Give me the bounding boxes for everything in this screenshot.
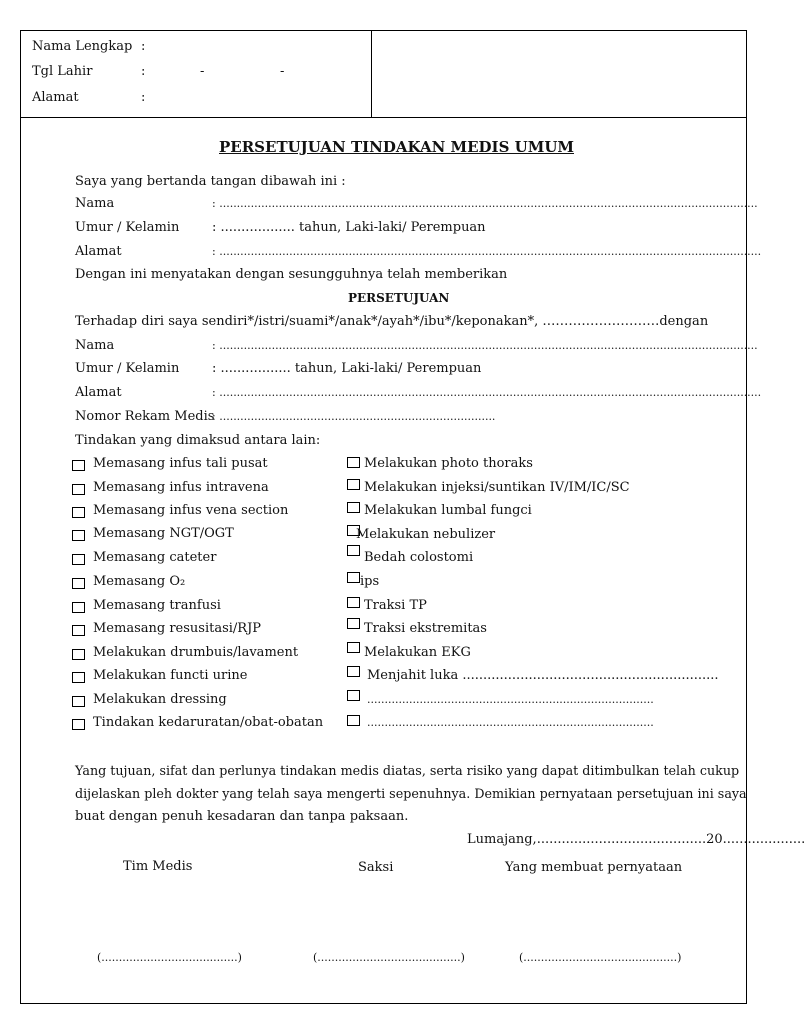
checkbox[interactable]	[72, 507, 85, 518]
patient-alamat-label: Alamat	[75, 385, 122, 400]
checkbox[interactable]	[347, 572, 360, 583]
page-title: PERSETUJUAN TINDAKAN MEDIS UMUM	[219, 138, 574, 156]
checklist-item-left: Melakukan functi urine	[93, 668, 248, 683]
checkbox[interactable]	[72, 602, 85, 613]
checklist-item-right[interactable]: ..................................................................................	[367, 693, 654, 706]
checklist-item-left: Memasang cateter	[93, 550, 217, 565]
checklist-item-left: Tindakan kedaruratan/obat-obatan	[93, 715, 324, 730]
checkbox[interactable]	[72, 460, 85, 471]
checklist-item-left: Memasang O₂	[93, 574, 186, 589]
checkbox[interactable]	[347, 545, 360, 556]
checklist-item-left: Melakukan dressing	[93, 692, 227, 707]
checklist-item-left: Memasang infus vena section	[93, 503, 289, 518]
checkbox[interactable]	[72, 696, 85, 707]
header-alamat-colon: :	[141, 90, 146, 105]
checkbox[interactable]	[72, 625, 85, 636]
signature-tim-medis-label: Tim Medis	[123, 859, 193, 874]
checklist-item-right: Melakukan injeksi/suntikan IV/IM/IC/SC	[364, 480, 630, 495]
header-divider	[371, 31, 372, 117]
checklist-item-right: Melakukan lumbal fungci	[364, 503, 532, 518]
checklist-item-right: Melakukan nebulizer	[356, 527, 496, 542]
patient-alamat-field[interactable]: : ...........................................................................................................................................................	[212, 386, 762, 399]
signature-pembuat-label: Yang membuat pernyataan	[505, 860, 683, 875]
checkbox[interactable]	[347, 666, 360, 677]
checkbox[interactable]	[72, 672, 85, 683]
header-alamat-label: Alamat	[32, 90, 79, 105]
checklist-item-right: Menjahit luka ..............................................................	[367, 668, 719, 683]
checklist-item-right: ips	[360, 574, 380, 589]
checkbox[interactable]	[72, 554, 85, 565]
checklist-item-left: Memasang infus tali pusat	[93, 456, 268, 471]
checkbox[interactable]	[347, 642, 360, 653]
signer-alamat-label: Alamat	[75, 244, 122, 259]
checklist-item-right[interactable]: ..................................................................................	[367, 716, 654, 729]
header-nama-label: Nama Lengkap	[32, 39, 133, 54]
checklist-item-left: Memasang tranfusi	[93, 598, 221, 613]
checkbox[interactable]	[72, 530, 85, 541]
header-tgl-dash-1: -	[200, 64, 205, 79]
patient-umur-field[interactable]: : ................. tahun, Laki-laki/ Perempuan	[212, 361, 482, 376]
closing-line-1: Yang tujuan, sifat dan perlunya tindakan medis diatas, serta risiko yang dapat ditimbulkan telah cukup	[75, 763, 740, 778]
checklist-item-right: Bedah colostomi	[364, 550, 474, 565]
signature-saksi-label: Saksi	[358, 860, 394, 875]
patient-nama-field[interactable]: : ..........................................................................................................................................................	[212, 339, 758, 352]
header-tgl-colon: :	[141, 64, 146, 79]
checkbox[interactable]	[72, 484, 85, 495]
checklist-item-right: Traksi TP	[364, 598, 427, 613]
place-date: Lumajang,.........................................20....................	[467, 832, 805, 847]
checkbox[interactable]	[347, 715, 360, 726]
checklist-item-right: Melakukan EKG	[364, 645, 471, 660]
signer-umur-label: Umur / Kelamin	[75, 220, 180, 235]
header-nama-colon: :	[141, 39, 146, 54]
tindakan-intro: Tindakan yang dimaksud antara lain:	[75, 433, 321, 448]
signer-umur-field[interactable]: : .................. tahun, Laki-laki/ Perempuan	[212, 220, 486, 235]
terhadap-text: Terhadap diri saya sendiri*/istri/suami*/anak*/ayah*/ibu*/keponakan*, ………………………dengan	[75, 314, 709, 329]
patient-rm-field[interactable]: : ...............................................................................	[212, 410, 496, 423]
intro-text: Saya yang bertanda tangan dibawah ini :	[75, 174, 346, 189]
signature-pembuat-line[interactable]: (............................................)	[519, 951, 682, 964]
signer-nama-label: Nama	[75, 196, 115, 211]
closing-line-2: dijelaskan pleh dokter yang telah saya mengerti sepenuhnya. Demikian pernyataan persetujuan ini saya	[75, 786, 747, 801]
checkbox[interactable]	[72, 649, 85, 660]
patient-rm-label: Nomor Rekam Medis	[75, 409, 215, 424]
checklist-item-left: Melakukan drumbuis/lavament	[93, 645, 299, 660]
statement-text: Dengan ini menyatakan dengan sesungguhnya telah memberikan	[75, 267, 508, 282]
persetujuan-heading: PERSETUJUAN	[348, 291, 450, 305]
checklist-item-left: Memasang infus intravena	[93, 480, 269, 495]
closing-line-3: buat dengan penuh kesadaran dan tanpa paksaan.	[75, 809, 409, 824]
signer-alamat-field[interactable]: : ...........................................................................................................................................................	[212, 245, 762, 258]
checkbox[interactable]	[347, 502, 360, 513]
signature-saksi-line[interactable]: (.........................................)	[313, 951, 465, 964]
checklist-item-right: Traksi ekstremitas	[364, 621, 487, 636]
patient-nama-label: Nama	[75, 338, 115, 353]
header-tgl-dash-2: -	[280, 64, 285, 79]
checkbox[interactable]	[72, 719, 85, 730]
checklist-item-left: Memasang NGT/OGT	[93, 526, 234, 541]
signature-tim-medis-line[interactable]: (.......................................)	[97, 951, 242, 964]
checkbox[interactable]	[347, 690, 360, 701]
checkbox[interactable]	[347, 457, 360, 468]
signer-nama-field[interactable]: : ..........................................................................................................................................................	[212, 197, 758, 210]
checklist-item-right: Melakukan photo thoraks	[364, 456, 533, 471]
checkbox[interactable]	[347, 618, 360, 629]
patient-umur-label: Umur / Kelamin	[75, 361, 180, 376]
checkbox[interactable]	[72, 578, 85, 589]
header-tgl-label: Tgl Lahir	[32, 64, 93, 79]
checkbox[interactable]	[347, 597, 360, 608]
checkbox[interactable]	[347, 479, 360, 490]
checklist-item-left: Memasang resusitasi/RJP	[93, 621, 262, 636]
